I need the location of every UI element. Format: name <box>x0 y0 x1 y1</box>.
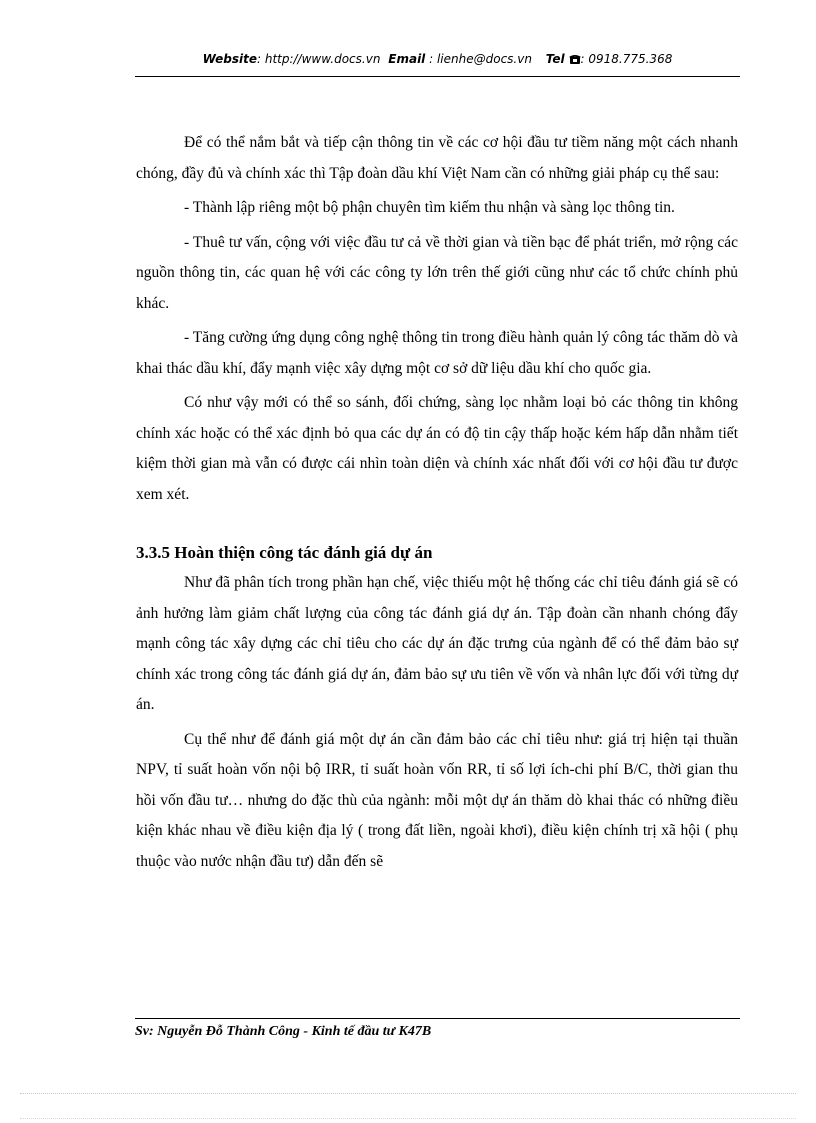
page-footer: Sv: Nguyễn Đỗ Thành Công - Kinh tế đầu tư K47B <box>135 1024 432 1039</box>
paragraph-conclusion: Có như vậy mới có thể so sánh, đối chứng, sàng lọc nhằm loại bỏ các thông tin không chính xác hoặc có thể xác định bỏ qua các dự án có độ tin cậy thấp hoặc kém hấp dẫn nhằm tiết kiệm thời gian mà vẫn có được cái nhìn toàn diện và chính xác nhất đối với cơ hội đầu tư được xem xét. <box>136 394 738 503</box>
paragraph-criteria: Cụ thể như để đánh giá một dự án cần đảm bảo các chỉ tiêu như: giá trị hiện tại thuần NPV, tỉ suất hoàn vốn nội bộ IRR, tỉ suất hoàn vốn RR, tỉ số lợi ích-chi phí B/C, thời gian thu hồi vốn đầu tư… nhưng do đặc thù của ngành: mỗi một dự án thăm dò khai thác có những điều kiện khác nhau về điều kiện địa lý ( trong đất liền, ngoài khơi), điều kiện chính trị xã hội ( phụ thuộc vào nước nhận đầu tư) dẫn đến sẽ <box>136 730 738 870</box>
tel-label: Tel <box>545 52 565 66</box>
tel-value: : 0918.775.368 <box>580 52 673 66</box>
paragraph-solution-3: - Tăng cường ứng dụng công nghệ thông tin trong điều hành quản lý công tác thăm dò và khai thác dầu khí, đẩy mạnh việc xây dựng một cơ sở dữ liệu dầu khí cho quốc gia. <box>136 329 738 377</box>
paragraph-solution-2: - Thuê tư vấn, cộng với việc đầu tư cả về thời gian và tiền bạc để phát triển, mở rộng các nguồn thông tin, các quan hệ với các công ty lớn trên thế giới cũng như các tổ chức chính phủ khác. <box>136 233 738 312</box>
email-value: : lienhe@docs.vn <box>425 52 532 66</box>
email-label: Email <box>388 52 426 66</box>
website-value: : http://www.docs.vn <box>256 52 381 66</box>
page-edge-divider <box>20 1118 796 1119</box>
paragraph-solution-1: - Thành lập riêng một bộ phận chuyên tìm kiếm thu nhận và sàng lọc thông tin. <box>184 199 675 216</box>
paragraph-intro: Để có thể nắm bắt và tiếp cận thông tin về các cơ hội đầu tư tiềm năng một cách nhanh chóng, đầy đủ và chính xác thì Tập đoàn dầu khí Việt Nam cần có những giải pháp cụ thể sau: <box>136 134 738 182</box>
footer-divider <box>135 1018 740 1019</box>
phone-icon <box>569 54 581 64</box>
section-heading: 3.3.5 Hoàn thiện công tác đánh giá dự án <box>136 543 433 562</box>
page-header <box>135 52 740 77</box>
document-body <box>136 128 738 877</box>
website-label: Website <box>202 52 257 66</box>
page-bottom-divider <box>20 1093 796 1094</box>
paragraph-evaluation: Như đã phân tích trong phần hạn chế, việc thiếu một hệ thống các chỉ tiêu đánh giá sẽ có ảnh hưởng làm giảm chất lượng của công tác đánh giá dự án. Tập đoàn cần nhanh chóng đẩy mạnh công tác xây dựng các chỉ tiêu cho các dự án đặc trưng của ngành để có thể đảm bảo sự chính xác trong công tác đánh giá dự án, đảm bảo sự ưu tiên về vốn và nhân lực đối với từng dự án. <box>136 574 738 713</box>
